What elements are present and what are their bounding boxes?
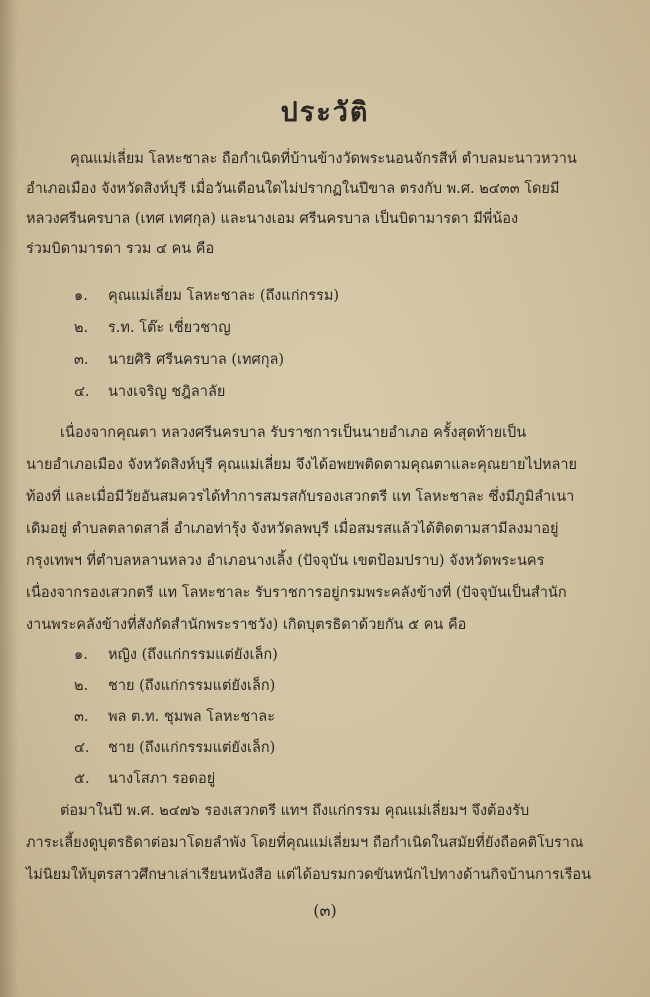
paragraph-line: กรุงเทพฯ ที่ตำบลหลานหลวง อำเภอนางเลิ้ง (ปัจจุบัน เขตป้อมปราบ) จังหวัดพระนคร [26,553,545,569]
paragraph-line: ภาระเลี้ยงดูบุตรธิดาต่อมาโดยลำพัง โดยที่คุณแม่เลี่ยมฯ ถือกำเนิดในสมัยที่ยังถือคติโบราณ [26,835,584,851]
list-item [74,764,215,794]
paragraph-line: หลวงศรีนครบาล (เทศ เทศกุล) และนางเอม ศรีนครบาล เป็นบิดามารดา มีพี่น้อง [26,211,519,227]
page-title: ประวัติ [280,97,370,128]
list-number: ๑. [74,288,88,304]
list-number: ๒. [74,320,89,336]
paragraph-line: งานพระคลังข้างที่สังกัดสำนักพระราชวัง) เกิดบุตรธิดาด้วยกัน ๕ คน คือ [26,617,467,633]
list-number: ๔. [74,384,90,400]
list-item [74,702,275,732]
list-text: นายศิริ ศรีนครบาล (เทศกุล) [108,352,285,368]
list-item [74,345,284,375]
list-text: ชาย (ถึงแก่กรรมแต่ยังเล็ก) [108,740,276,756]
list-item [74,313,231,343]
list-text: พล ต.ท. ชุมพล โลหะชาละ [108,709,275,725]
paragraph-line: ไม่นิยมให้บุตรสาวศึกษาเล่าเรียนหนังสือ แต่ได้อบรมกวดขันหนักไปทางด้านกิจบ้านการเรือน [26,867,592,883]
list-item [74,640,278,670]
list-item [74,733,275,763]
list-text: นางเจริญ ชฎิลาลัย [108,384,226,400]
paragraph-line: เนื่องจากคุณตา หลวงศรีนครบาล รับราชการเป็นนายอำเภอ ครั้งสุดท้ายเป็น [60,425,527,441]
paragraph-line: เนื่องจากรองเสวกตรี แท โลหะชาละ รับราชการอยู่กรมพระคลังข้างที่ (ปัจจุบันเป็นสำนัก [26,585,567,601]
paragraph-line: คุณแม่เลี่ยม โลหะชาละ ถือกำเนิดที่บ้านข้างวัดพระนอนจักรสีห์ ตำบลมะนาวหวาน [70,151,577,167]
paragraph-line: ท้องที่ และเมื่อมีวัยอันสมควรได้ทำการสมรสกับรองเสวกตรี แท โลหะชาละ ซึ่งมีภูมิลำเนา [26,489,575,505]
binding-shadow [0,0,18,997]
list-text: ชาย (ถึงแก่กรรมแต่ยังเล็ก) [108,678,276,694]
paragraph-line: ต่อมาในปี พ.ศ. ๒๔๗๖ รองเสวกตรี แทฯ ถึงแก่กรรม คุณแม่เลี่ยมฯ จึงต้องรับ [60,803,530,819]
list-number: ๓. [74,352,89,368]
list-text: นางโสภา รอดอยู่ [108,771,216,787]
list-number: ๔. [74,740,90,756]
list-item [74,377,225,407]
paragraph-line: เดิมอยู่ ตำบลตลาดสาลี่ อำเภอท่ารุ้ง จังหวัดลพบุรี เมื่อสมรสแล้วได้ติดตามสามีลงมาอยู่ [26,521,559,537]
list-text: คุณแม่เลี่ยม โลหะชาละ (ถึงแก่กรรม) [108,288,340,304]
list-number: ๒. [74,678,89,694]
paragraph-line: นายอำเภอเมือง จังหวัดสิงห์บุรี คุณแม่เลี่ยม จึงได้อพยพติดตามคุณตาและคุณยายไปหลาย [26,457,578,473]
page-number: (๓) [313,901,337,920]
list-text: ร.ท. โต๊ะ เชี่ยวชาญ [108,320,231,336]
list-number: ๕. [74,771,90,787]
paragraph-line: ร่วมบิดามารดา รวม ๔ คน คือ [26,241,215,257]
list-text: หญิง (ถึงแก่กรรมแต่ยังเล็ก) [108,647,278,663]
paragraph-line: อำเภอเมือง จังหวัดสิงห์บุรี เมื่อวันเดือนใดไม่ปรากฏในปีขาล ตรงกับ พ.ศ. ๒๔๓๓ โดยมี [26,181,560,197]
list-number: ๑. [74,647,88,663]
list-number: ๓. [74,709,89,725]
list-item [74,671,275,701]
list-item [74,281,339,311]
